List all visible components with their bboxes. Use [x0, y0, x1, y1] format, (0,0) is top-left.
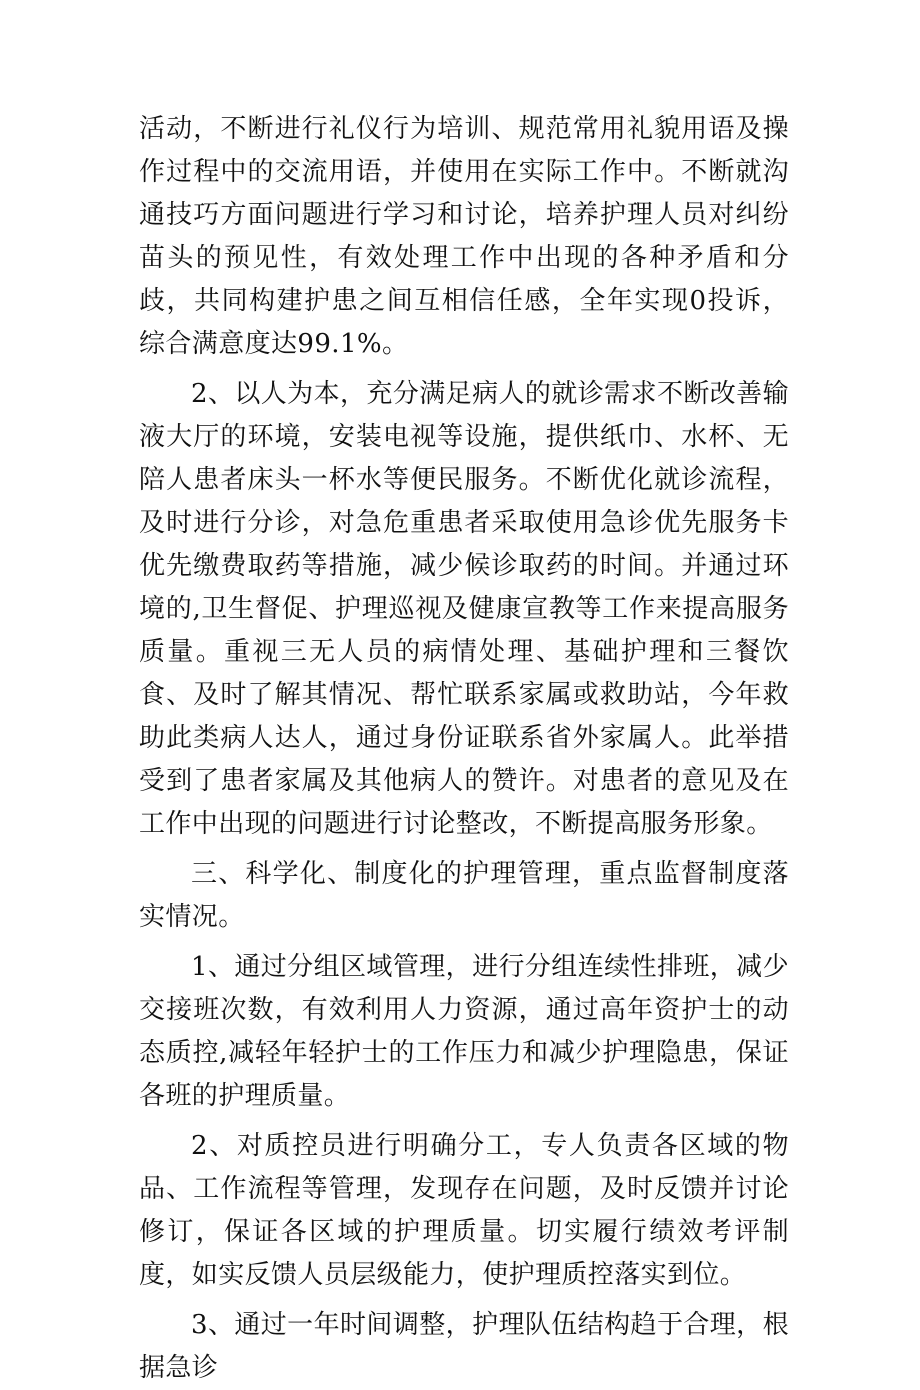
paragraph-item-1-grouping: 1、通过分组区域管理，进行分组连续性排班，减少交接班次数，有效利用人力资源，通过高年资护士的动态质控,减轻年轻护士的工作压力和减少护理隐患，保证各班的护理质量。: [139, 952, 789, 1111]
section-heading-3: 三、科学化、制度化的护理管理，重点监督制度落实情况。: [139, 859, 789, 932]
document-body: [139, 108, 789, 1390]
paragraph-continuation: 活动，不断进行礼仪行为培训、规范常用礼貌用语及操作过程中的交流用语，并使用在实际工作中。不断就沟通技巧方面问题进行学习和讨论，培养护理人员对纠纷苗头的预见性，有效处理工作中出现的各种矛盾和分歧，共同构建护患之间互相信任感，全年实现0投诉，综合满意度达99.1%。: [139, 114, 789, 359]
paragraph-item-3-team: 3、通过一年时间调整，护理队伍结构趋于合理，根据急诊: [139, 1310, 789, 1383]
paragraph-item-2-quality-control: 2、对质控员进行明确分工，专人负责各区域的物品、工作流程等管理，发现存在问题，及时反馈并讨论修订，保证各区域的护理质量。切实履行绩效考评制度，如实反馈人员层级能力，使护理质控落实到位。: [139, 1131, 789, 1290]
paragraph-item-2-service: 2、以人为本，充分满足病人的就诊需求不断改善输液大厅的环境，安装电视等设施，提供纸巾、水杯、无陪人患者床头一杯水等便民服务。不断优化就诊流程，及时进行分诊，对急危重患者采取使用急诊优先服务卡优先缴费取药等措施，减少候诊取药的时间。并通过环境的,卫生督促、护理巡视及健康宣教等工作来提高服务质量。重视三无人员的病情处理、基础护理和三餐饮食、及时了解其情况、帮忙联系家属或救助站，今年救助此类病人达人，通过身份证联系省外家属人。此举措受到了患者家属及其他病人的赞许。对患者的意见及在工作中出现的问题进行讨论整改，不断提高服务形象。: [139, 379, 789, 839]
